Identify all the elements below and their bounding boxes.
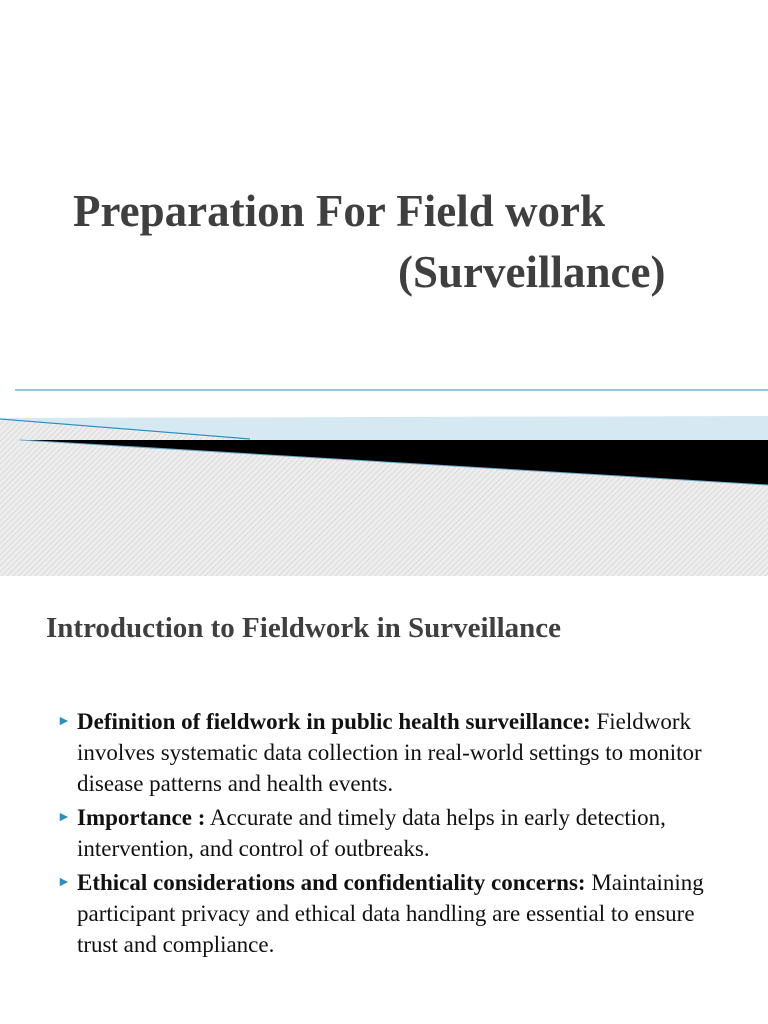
slide-heading: Introduction to Fieldwork in Surveillance	[46, 612, 562, 644]
bullet-list	[0, 706, 768, 963]
bullet-head: Importance :	[77, 805, 206, 830]
bullet-body: Maintaining participant privacy and ethical data handling are essential to ensure trust and compliance.	[77, 870, 704, 957]
slide-title-line-1: Preparation For Field work	[73, 186, 606, 236]
bullet-head: Ethical considerations and confidentiality concerns:	[77, 870, 586, 895]
bullet-body: Fieldwork involves systematic data collection in real-world settings to monitor disease patterns and health events.	[77, 709, 702, 796]
triangle-bullet-icon: ►	[57, 810, 71, 825]
bullet-item	[0, 867, 768, 960]
content-slide	[0, 576, 768, 1024]
bullet-item	[0, 706, 768, 799]
triangle-bullet-icon: ►	[57, 714, 71, 729]
slide-title-line-2: (Surveillance)	[398, 247, 666, 297]
bullet-head: Definition of fieldwork in public health surveillance:	[77, 709, 591, 734]
bullet-body: Accurate and timely data helps in early detection, intervention, and control of outbreaks.	[77, 805, 666, 861]
bullet-item	[0, 802, 768, 864]
triangle-bullet-icon: ►	[57, 875, 71, 890]
